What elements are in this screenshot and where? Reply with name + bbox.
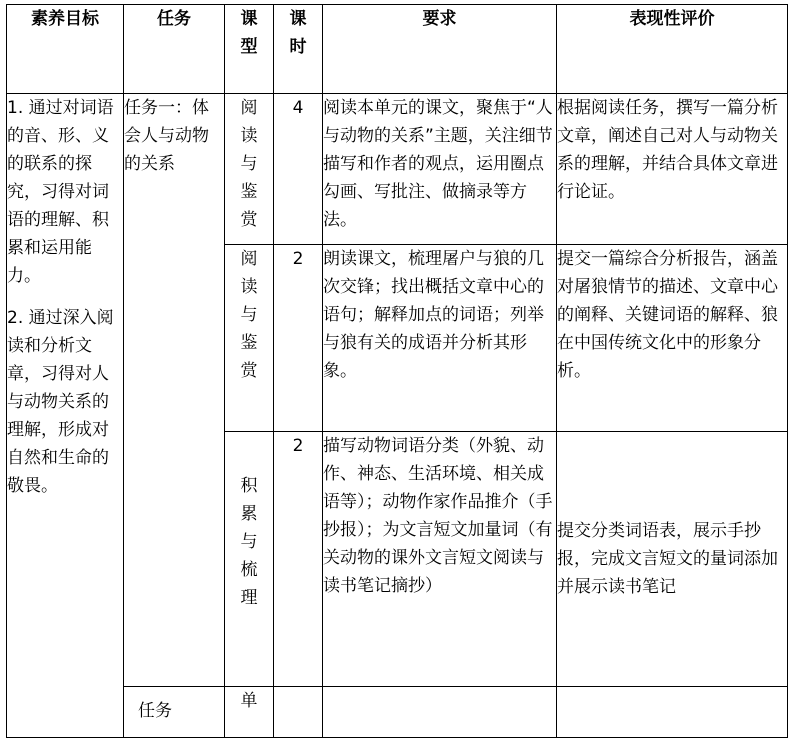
goal-text-2: 2. 通过深入阅读和分析文章，习得对人与动物关系的理解，形成对自然和生命的敬畏。: [7, 308, 114, 496]
goal-cell: [7, 94, 124, 738]
header-row: [7, 5, 788, 94]
evaluation-cell: [557, 94, 788, 245]
requirement-cell: [323, 687, 557, 738]
type-cell: [225, 687, 274, 738]
lesson-plan-table: [6, 4, 788, 738]
task1-label: 任务一：体会人与动物的关系: [124, 98, 209, 174]
header-requirements: 要求: [323, 5, 557, 94]
header-evaluation: 表现性评价: [557, 5, 788, 94]
type-cell: [225, 94, 274, 245]
type-text: 单: [240, 691, 258, 711]
hours-cell: 4: [274, 94, 323, 245]
hours-cell: 2: [274, 432, 323, 687]
header-hours: [274, 5, 323, 94]
table-row: [7, 94, 788, 245]
goal-text-1: 1. 通过对词语的音、形、义的联系的探究，习得对词语的理解、积累和运用能力。: [7, 98, 114, 286]
requirement-text: 阅读本单元的课文，聚焦于“人与动物的关系”主题，关注细节描写和作者的观点，运用圈点勾画、写批注、做摘录等方法。: [323, 98, 553, 230]
header-type-text: 课型: [240, 9, 258, 57]
requirement-text: 描写动物词语分类（外貌、动作、神态、生活环境、相关成语等）；动物作家作品推介（手抄报）；为文言短文加量词（有关动物的课外文言短文阅读与读书笔记摘抄）: [323, 436, 553, 596]
header-hours-text: 课时: [289, 9, 307, 57]
type-text: 阅读与鉴赏: [240, 98, 258, 230]
requirement-cell: [323, 94, 557, 245]
header-goal: 素养目标: [7, 5, 124, 94]
requirement-cell: [323, 245, 557, 432]
task2-cell: [124, 687, 225, 738]
evaluation-cell: [557, 245, 788, 432]
type-text: 积累与梳理: [240, 476, 258, 608]
header-task: 任务: [124, 5, 225, 94]
task2-label: 任务: [138, 701, 172, 721]
evaluation-text: 提交一篇综合分析报告，涵盖对屠狼情节的描述、文章中心的阐释、关键词语的解释、狼在中国传统文化中的形象分析。: [557, 249, 778, 381]
task1-cell: [124, 94, 225, 687]
hours-cell: [274, 687, 323, 738]
type-cell: [225, 245, 274, 432]
evaluation-text: 根据阅读任务，撰写一篇分析文章，阐述自己对人与动物关系的理解，并结合具体文章进行论证。: [557, 98, 778, 202]
header-type: [225, 5, 274, 94]
evaluation-cell: [557, 687, 788, 738]
hours-cell: 2: [274, 245, 323, 432]
requirement-text: 朗读课文，梳理屠户与狼的几次交锋；找出概括文章中心的语句；解释加点的词语；列举与狼有关的成语并分析其形象。: [323, 249, 544, 381]
requirement-cell: [323, 432, 557, 687]
type-text: 阅读与鉴赏: [240, 249, 258, 381]
evaluation-cell: [557, 432, 788, 687]
table-row: [7, 687, 788, 738]
evaluation-text: 提交分类词语表，展示手抄报，完成文言短文的量词添加并展示读书笔记: [557, 521, 778, 597]
type-cell: [225, 432, 274, 687]
